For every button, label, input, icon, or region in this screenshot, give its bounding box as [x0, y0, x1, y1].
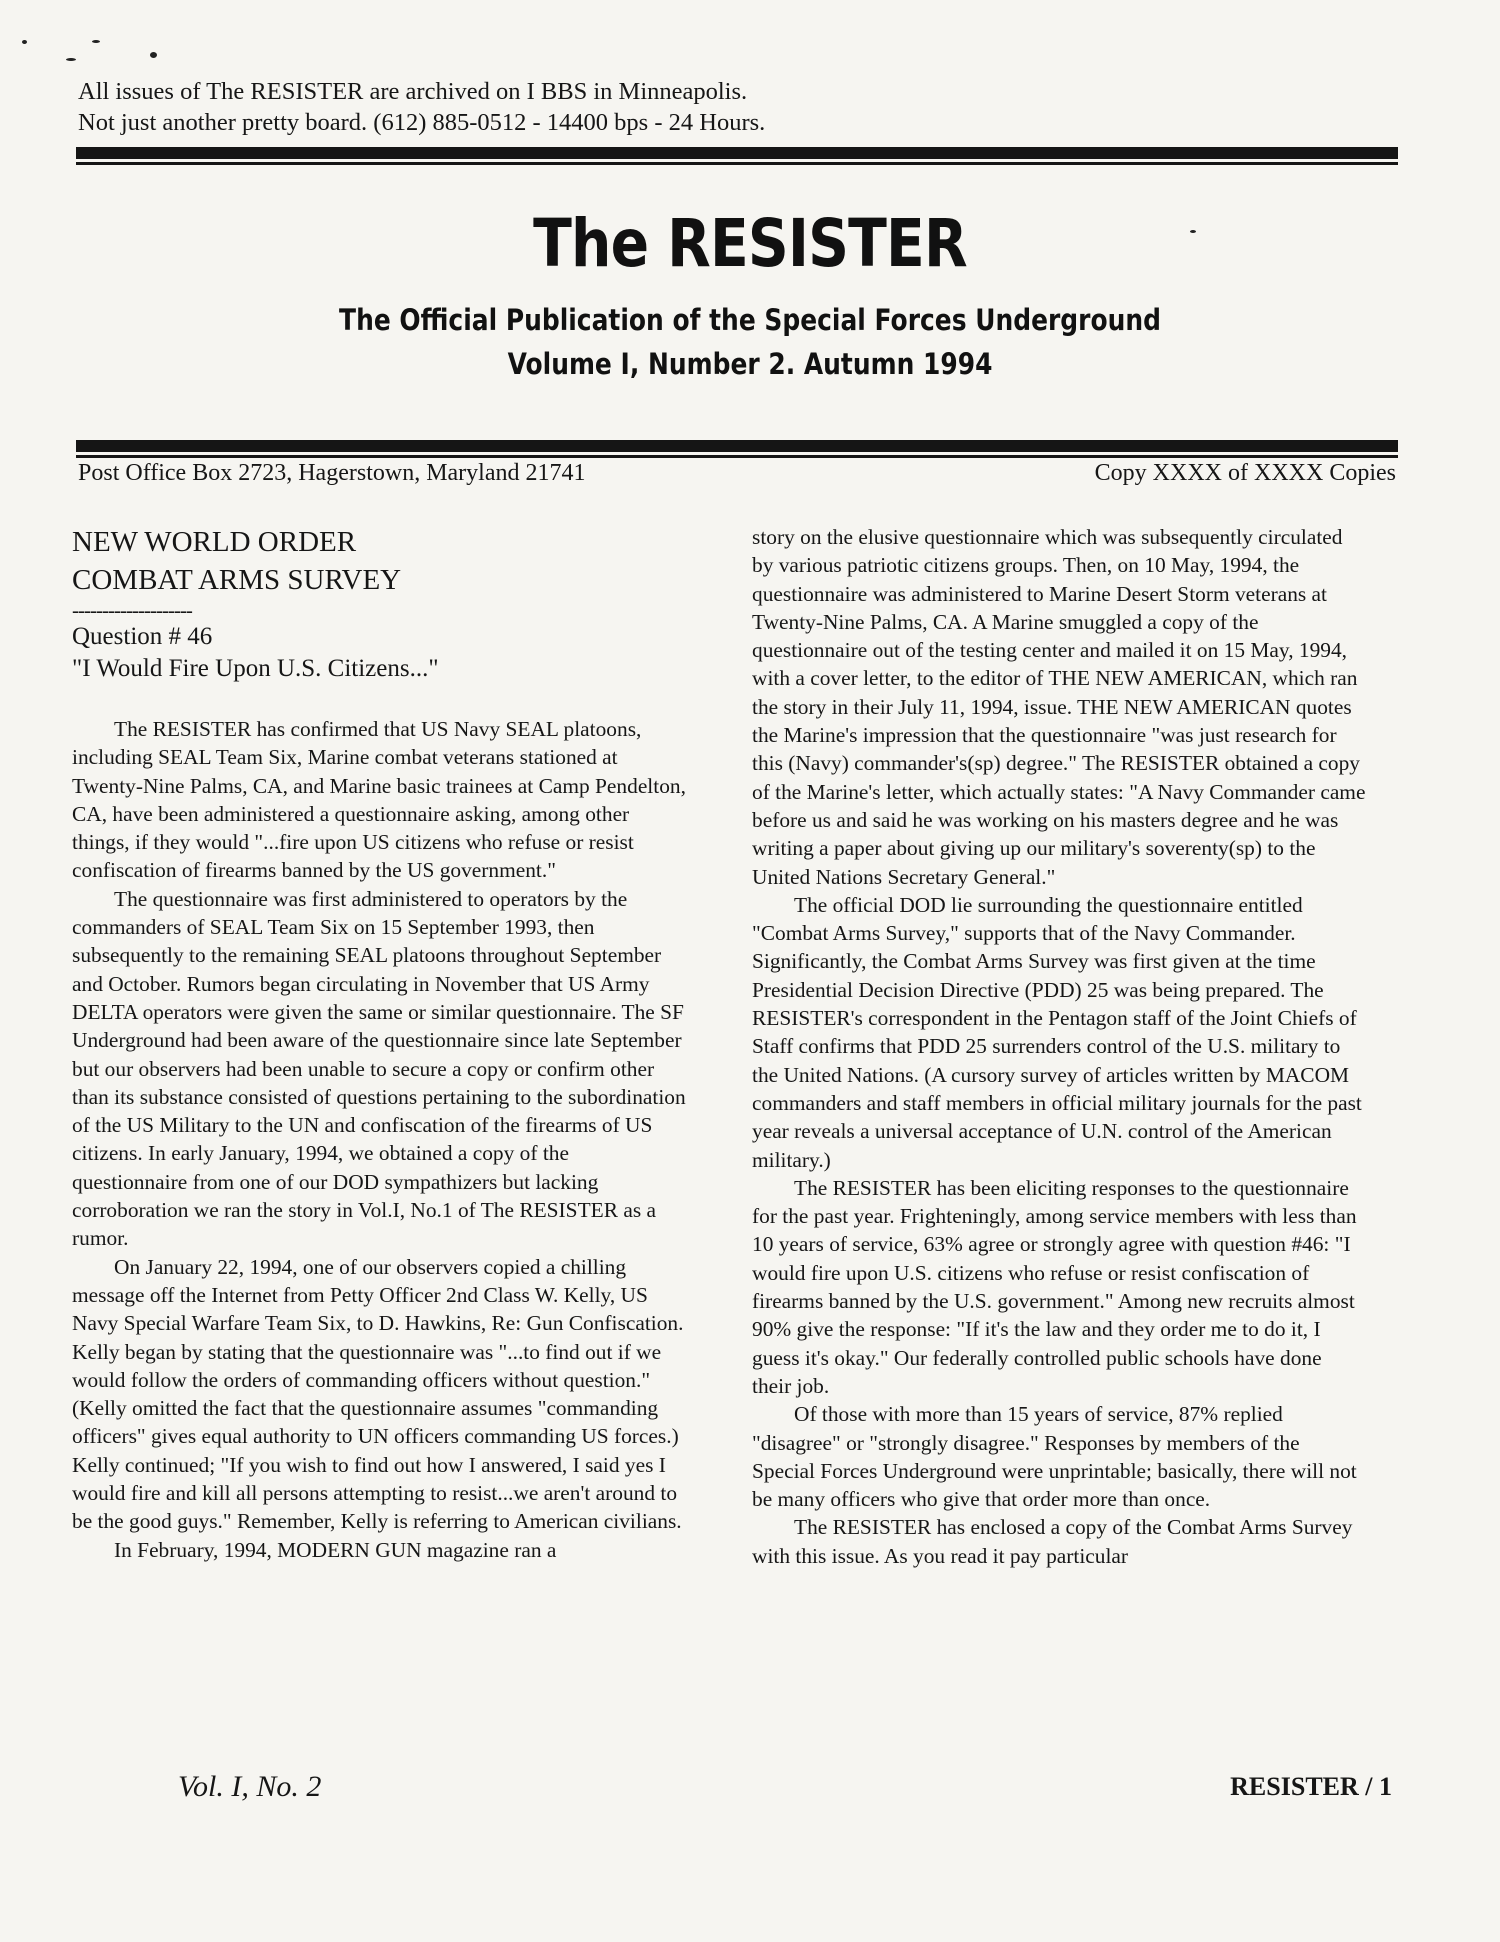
headline-line-2: COMBAT ARMS SURVEY: [72, 564, 402, 596]
right-paragraph-3: The RESISTER has been eliciting responses to the questionnaire for the past year. Frighteningly, among service members with less than 10 years of service, 63% agree or strongly agree with question #46: "I would fire upon U.S. citizens who refuse or resist confiscation of firearms banned by the U.S. government." Among new recruits almost 90% give the response: "If it's the law and they order me to do it, I guess it's okay." Our federally controlled public schools have done their job.: [752, 1175, 1357, 1398]
publication-subtitle: [105, 298, 1395, 386]
scan-speck: [22, 40, 27, 44]
post-office-address: Post Office Box 2723, Hagerstown, Maryland 21741: [78, 460, 586, 486]
headline-divider: --------------------: [72, 598, 192, 622]
footer-page-number: RESISTER / 1: [1230, 1772, 1392, 1801]
right-paragraph-1: story on the elusive questionnaire which was subsequently circulated by various patriotic citizens groups. Then, on 10 May, 1994, the questionnaire was administered to Marine Desert Storm veterans at Twenty-Nine Palms, CA. A Marine smuggled a copy of the questionnaire out of the testing center and mailed it on 15 May, 1994, with a cover letter, to the editor of THE NEW AMERICAN, which ran the story in their July 11, 1994, issue. THE NEW AMERICAN quotes the Marine's impression that the questionnaire "was just research for this (Navy) commander's(sp) degree." The RESISTER obtained a copy of the Marine's letter, which actually states: "A Navy Commander came before us and said he was working on his masters degree and he was writing a paper about giving up our military's soverenty(sp) to the United Nations Secretary General.": [752, 525, 1366, 889]
footer-volume: Vol. I, No. 2: [178, 1770, 322, 1803]
left-paragraph-2: The questionnaire was first administered to operators by the commanders of SEAL Team Six on 15 September 1993, then subsequently to the remaining SEAL platoons throughout September and October. Rumors began circulating in November that US Army DELTA operators were given the same or similar questionnaire. The SF Underground had been aware of the questionnaire since late September but our observers had been unable to secure a copy or confirm other than its substance consisted of questions pertaining to the subordination of the US Military to the UN and confiscation of the firearms of US citizens. In early January, 1994, we obtained a copy of the questionnaire from one of our DOD sympathizers but lacking corroboration we ran the story in Vol.I, No.1 of The RESISTER as a rumor.: [72, 886, 686, 1251]
bbs-note-line-2: Not just another pretty board. (612) 885-0512 - 14400 bps - 24 Hours.: [78, 109, 766, 136]
right-paragraph-2: The official DOD lie surrounding the questionnaire entitled "Combat Arms Survey," supports that of the Navy Commander. Significantly, the Combat Arms Survey was first given at the time Presidential Decision Directive (PDD) 25 was being prepared. The RESISTER's correspondent in the Pentagon staff of the Joint Chiefs of Staff confirms that PDD 25 surrenders control of the U.S. military to the United Nations. (A cursory survey of articles written by MACOM commanders and staff members in official military journals for the past year reveals a universal acceptance of U.N. control of the American military.): [752, 892, 1362, 1172]
scan-speck: [66, 58, 76, 61]
scan-speck: [150, 52, 157, 58]
question-number: Question # 46: [72, 623, 213, 650]
left-column: [72, 523, 686, 1564]
address-rule: [76, 440, 1398, 452]
question-quote: "I Would Fire Upon U.S. Citizens...": [72, 655, 439, 682]
left-paragraph-4: In February, 1994, MODERN GUN magazine ran a: [114, 1537, 557, 1562]
copy-count: Copy XXXX of XXXX Copies: [1094, 460, 1396, 486]
address-rule-thin: [76, 455, 1398, 458]
top-rule: [76, 147, 1398, 159]
top-rule-thin: [76, 162, 1398, 165]
right-paragraph-4: Of those with more than 15 years of service, 87% replied "disagree" or "strongly disagree." Responses by members of the Special Forces Underground were unprintable; basically, there will not be many officers who give that order more than once.: [752, 1402, 1357, 1512]
subtitle-line: The Official Publication of the Special Forces Underground: [339, 303, 1161, 337]
left-paragraph-1: The RESISTER has confirmed that US Navy SEAL platoons, including SEAL Team Six, Marine combat veterans stationed at Twenty-Nine Palms, CA, and Marine basic trainees at Camp Pendelton, CA, have been administered a questionnaire asking, among other things, if they would "...fire upon US citizens who refuse or resist confiscation of firearms banned by the US government.": [72, 717, 686, 883]
left-paragraph-3: On January 22, 1994, one of our observers copied a chilling message off the Internet from Petty Officer 2nd Class W. Kelly, US Navy Special Warfare Team Six, to D. Hawkins, Re: Gun Confiscation. Kelly began by stating that the questionnaire was "...to find out if we would follow the orders of commanding officers without question." (Kelly omitted the fact that the questionnaire assumes "commanding officers" gives equal authority to UN officers commanding US forces.) Kelly continued; "If you wish to find out how I answered, I said yes I would fire and kill all persons attempting to resist...we aren't around to be the good guys." Remember, Kelly is referring to American civilians.: [72, 1254, 684, 1534]
publication-title: The RESISTER: [533, 205, 967, 282]
right-column: [752, 523, 1366, 1570]
bbs-note-line-1: All issues of The RESISTER are archived on I BBS in Minneapolis.: [78, 78, 748, 105]
scan-speck: [92, 40, 100, 43]
headline-line-1: NEW WORLD ORDER: [72, 526, 357, 558]
right-paragraph-5: The RESISTER has enclosed a copy of the Combat Arms Survey with this issue. As you read it pay particular: [752, 1515, 1353, 1568]
bbs-archive-note: [78, 76, 765, 138]
volume-line: Volume I, Number 2. Autumn 1994: [507, 347, 993, 381]
